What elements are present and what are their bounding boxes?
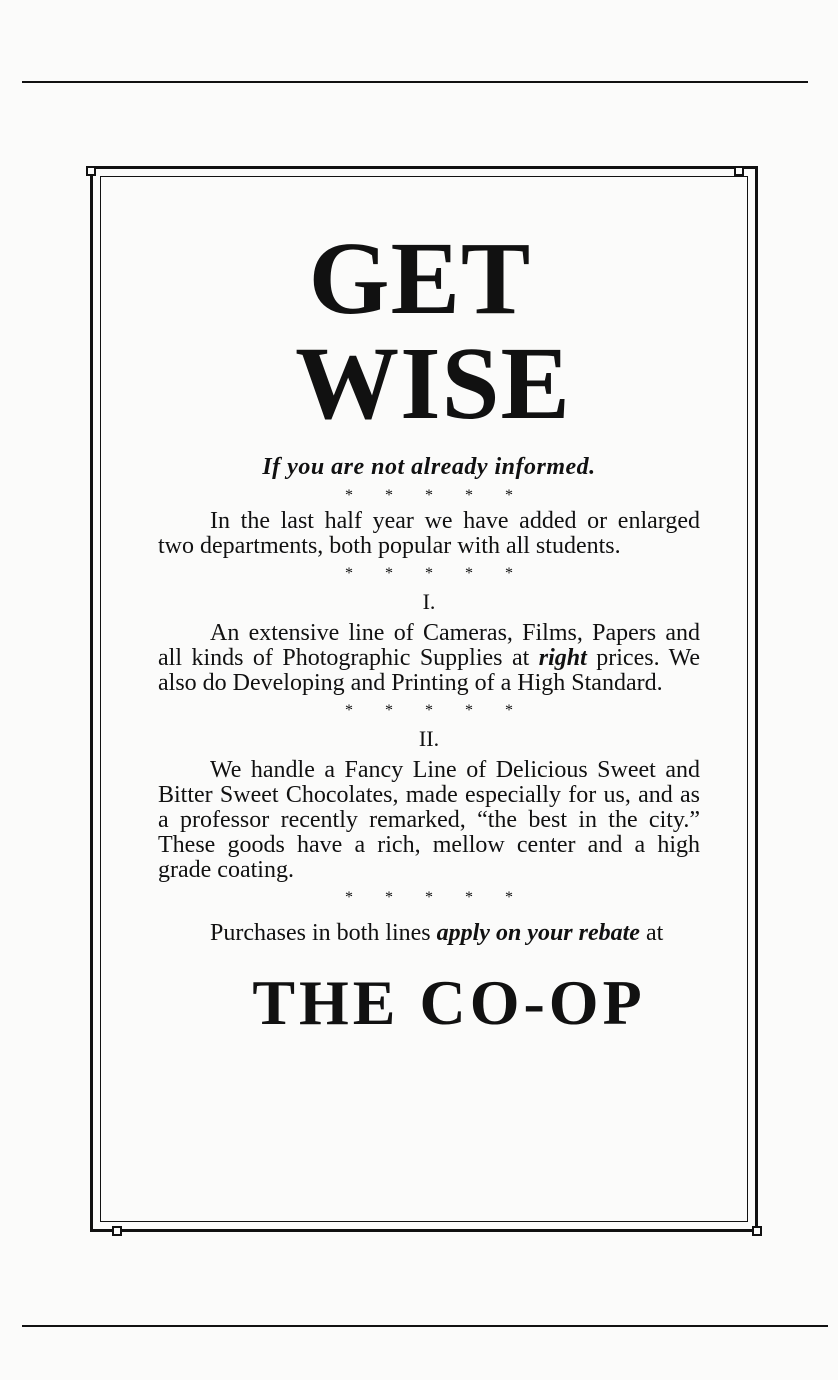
separator: * * * * * bbox=[345, 701, 527, 719]
corner-ornament bbox=[752, 1226, 762, 1236]
closing-emphasis: apply on your rebate bbox=[436, 919, 640, 946]
closing-text: at bbox=[639, 919, 664, 946]
corner-ornament bbox=[734, 166, 744, 176]
advertisement bbox=[158, 221, 700, 1040]
headline-wise: WISE bbox=[295, 325, 571, 441]
headline-get: GET bbox=[308, 221, 532, 336]
section1-paragraph bbox=[158, 621, 700, 696]
section2-paragraph: We handle a Fancy Line of Delicious Sweet and Bitter Sweet Chocolates, made especially for us, and as a professor recently remarked, “the best in the city.” These goods have a rich, mellow center and a high grade coating. bbox=[158, 756, 700, 883]
section-numeral: II. bbox=[418, 725, 440, 751]
corner-ornament bbox=[112, 1226, 122, 1236]
section-numeral: I. bbox=[422, 588, 436, 614]
bottom-rule bbox=[22, 1325, 828, 1327]
store-name: THE CO-OP bbox=[252, 966, 646, 1038]
closing-text: Purchases in both lines bbox=[210, 919, 437, 946]
section1-emphasis: right bbox=[538, 644, 587, 671]
separator: * * * * * bbox=[345, 486, 527, 504]
section1-text: An extensive line of Cameras, Films, Papers and all kinds of Photographic Supplies at bbox=[158, 619, 700, 671]
separator: * * * * * bbox=[345, 564, 527, 582]
separator: * * * * * bbox=[345, 888, 527, 906]
intro-paragraph: In the last half year we have added or enlarged two departments, both popular with all students. bbox=[158, 507, 700, 559]
corner-ornament bbox=[86, 166, 96, 176]
subheadline: If you are not already informed. bbox=[262, 453, 596, 480]
closing-paragraph bbox=[158, 921, 700, 946]
top-rule bbox=[22, 81, 808, 83]
section1-text: prices. We also do Developing and Printing of a High Standard. bbox=[158, 644, 700, 696]
